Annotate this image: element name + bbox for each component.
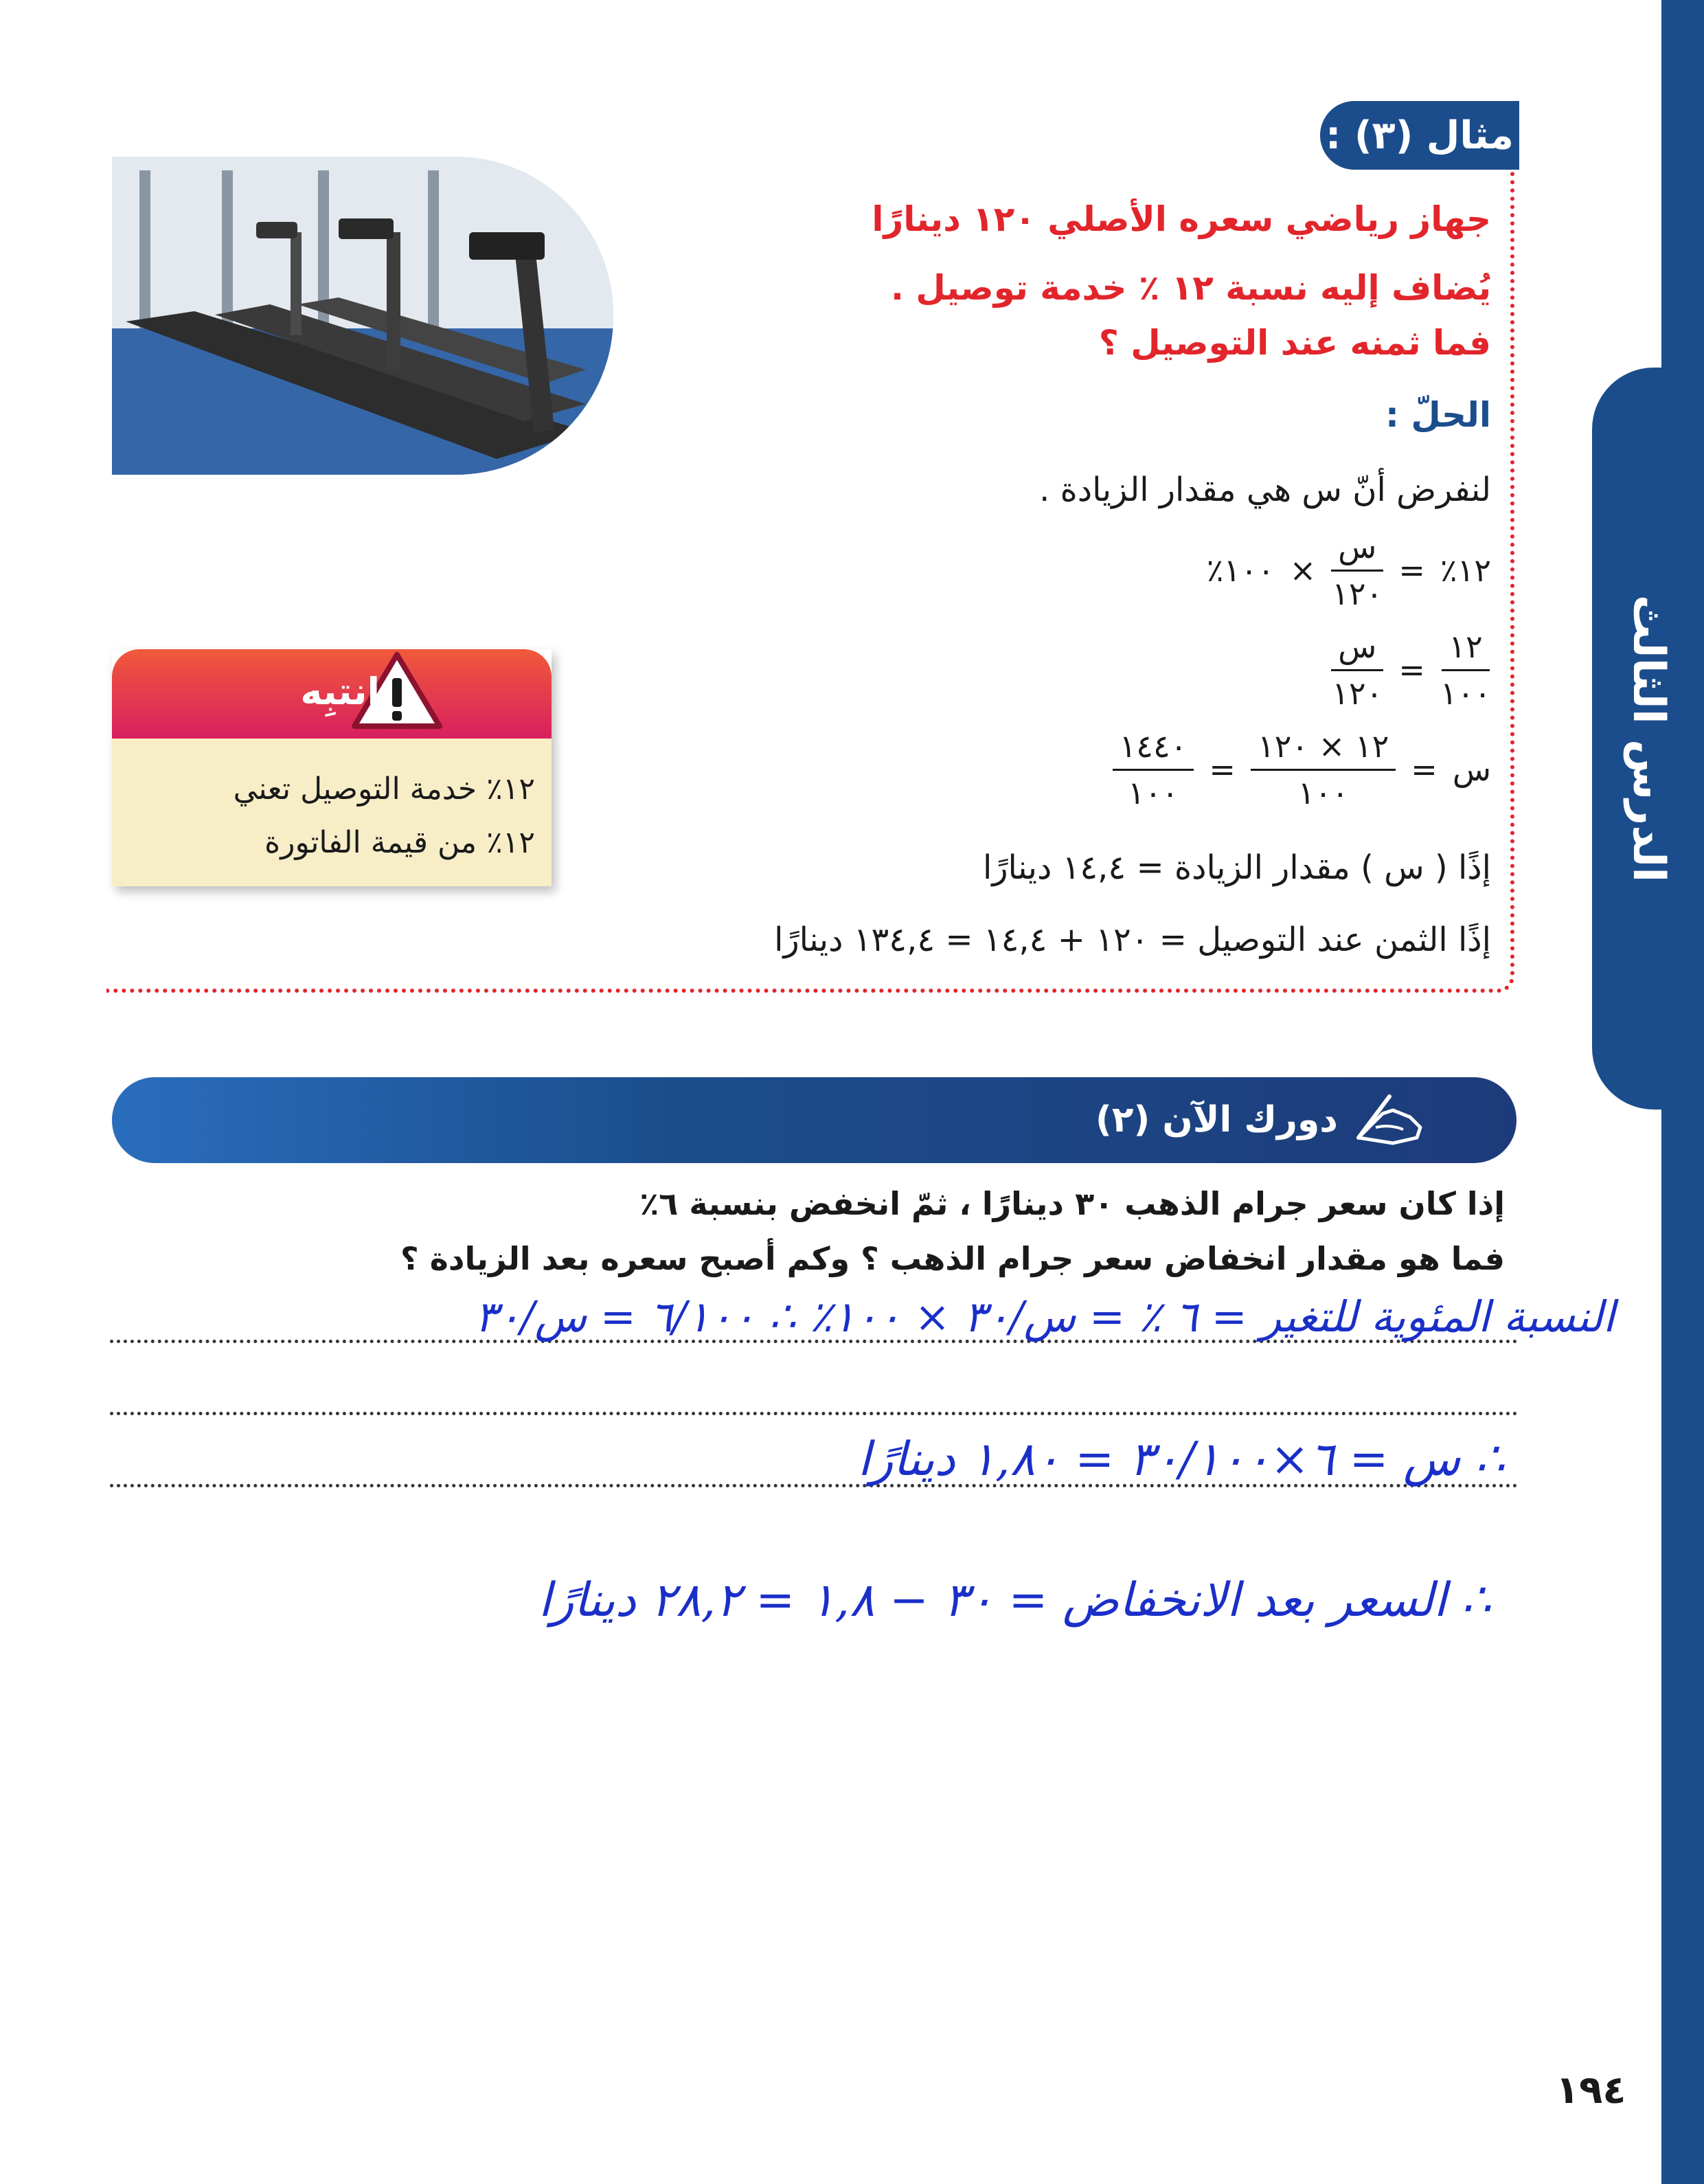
answer-line-2[interactable] xyxy=(110,1412,1518,1415)
problem-line-2: يُضاف إليه نسبة ١٢ ٪ خدمة توصيل . xyxy=(890,268,1491,308)
eq2-numerator-2: س xyxy=(1331,629,1383,671)
practice-title: دورك الآن (٢) xyxy=(1095,1099,1338,1140)
eq1-fraction xyxy=(1331,529,1383,612)
eq3-numerator-2: ١٤٤٠ xyxy=(1113,728,1194,771)
eq1-denominator: ١٢٠ xyxy=(1332,574,1383,612)
eq1-rhs: ١٠٠٪ xyxy=(1206,552,1275,589)
attention-line-2: ١٢٪ من قيمة الفاتورة xyxy=(264,825,535,860)
problem-line-3: فما ثمنه عند التوصيل ؟ xyxy=(1098,323,1491,363)
eq3-equals-2: = xyxy=(1209,751,1236,789)
question-line-1: إذا كان سعر جرام الذهب ٣٠ دينارًا ، ثمّ انخفض بنسبة ٦٪ xyxy=(639,1185,1505,1222)
treadmill-photo xyxy=(112,157,613,475)
attention-body xyxy=(112,739,552,886)
problem-line-1: جهاز رياضي سعره الأصلي ١٢٠ دينارًا xyxy=(872,199,1491,239)
eq1-times: × xyxy=(1289,552,1317,589)
eq3-fraction-2 xyxy=(1113,728,1194,811)
question-line-2: فما هو مقدار انخفاض سعر جرام الذهب ؟ وكم أصبح سعره بعد الزيادة ؟ xyxy=(400,1240,1505,1277)
eq3-numerator-1: ١٢ × ١٢٠ xyxy=(1251,728,1396,771)
solution-label: الحلّ : xyxy=(1385,395,1491,435)
eq2-equals: = xyxy=(1398,651,1425,689)
lesson-tab-label: الدرس الثالث xyxy=(1622,594,1674,883)
lesson-tab[interactable] xyxy=(1592,368,1704,1110)
equation-1 xyxy=(1207,529,1491,612)
equation-3 xyxy=(1113,728,1491,811)
assumption-line: لنفرض أنّ س هي مقدار الزيادة . xyxy=(1039,471,1491,509)
eq2-fraction-right xyxy=(1331,629,1383,712)
practice-banner xyxy=(112,1077,1516,1163)
eq2-numerator-1: ١٢ xyxy=(1442,629,1489,671)
attention-line-1: ١٢٪ خدمة التوصيل تعني xyxy=(233,772,535,807)
handwritten-line-1: النسبة المئوية للتغير = ٦ ٪ = س/٣٠ × ١٠٠٪ ∴ ٦/١٠٠ = س/٣٠ xyxy=(475,1292,1615,1342)
eq3-denominator-1: ١٠٠ xyxy=(1297,774,1349,811)
handwritten-line-3: ∴ السعر بعد الانخفاض = ٣٠ − ١,٨ = ٢٨,٢ دينارًا xyxy=(538,1573,1491,1628)
handwritten-line-2: ∴ س = ٦×٣٠/١٠٠ = ١,٨٠ دينارًا xyxy=(857,1432,1505,1487)
eq3-lhs: س xyxy=(1452,751,1491,789)
eq1-equals: = xyxy=(1398,552,1425,589)
eq3-denominator-2: ١٠٠ xyxy=(1127,774,1179,811)
equation-2 xyxy=(1331,629,1491,712)
eq2-denominator-1: ١٠٠ xyxy=(1440,674,1491,712)
page-number: ١٩٤ xyxy=(1556,2068,1626,2113)
attention-title: اِنتبِه xyxy=(300,670,380,713)
writing-hand-icon xyxy=(1352,1090,1427,1151)
eq3-equals-1: = xyxy=(1411,751,1438,789)
example-badge: مثال (٣) : xyxy=(1320,101,1519,170)
eq3-fraction-1 xyxy=(1251,728,1396,811)
eq2-fraction-left xyxy=(1440,629,1491,712)
attention-box xyxy=(112,649,552,886)
result-line-2: إذًا الثمن عند التوصيل = ١٢٠ + ١٤,٤ = ١٣٤,٤ دينارًا xyxy=(774,921,1491,959)
eq1-numerator: س xyxy=(1331,529,1383,572)
eq1-lhs: ١٢٪ xyxy=(1440,552,1491,589)
eq2-denominator-2: ١٢٠ xyxy=(1332,674,1383,712)
result-line-1: إذًا ( س ) مقدار الزيادة = ١٤,٤ دينارًا xyxy=(982,848,1491,887)
